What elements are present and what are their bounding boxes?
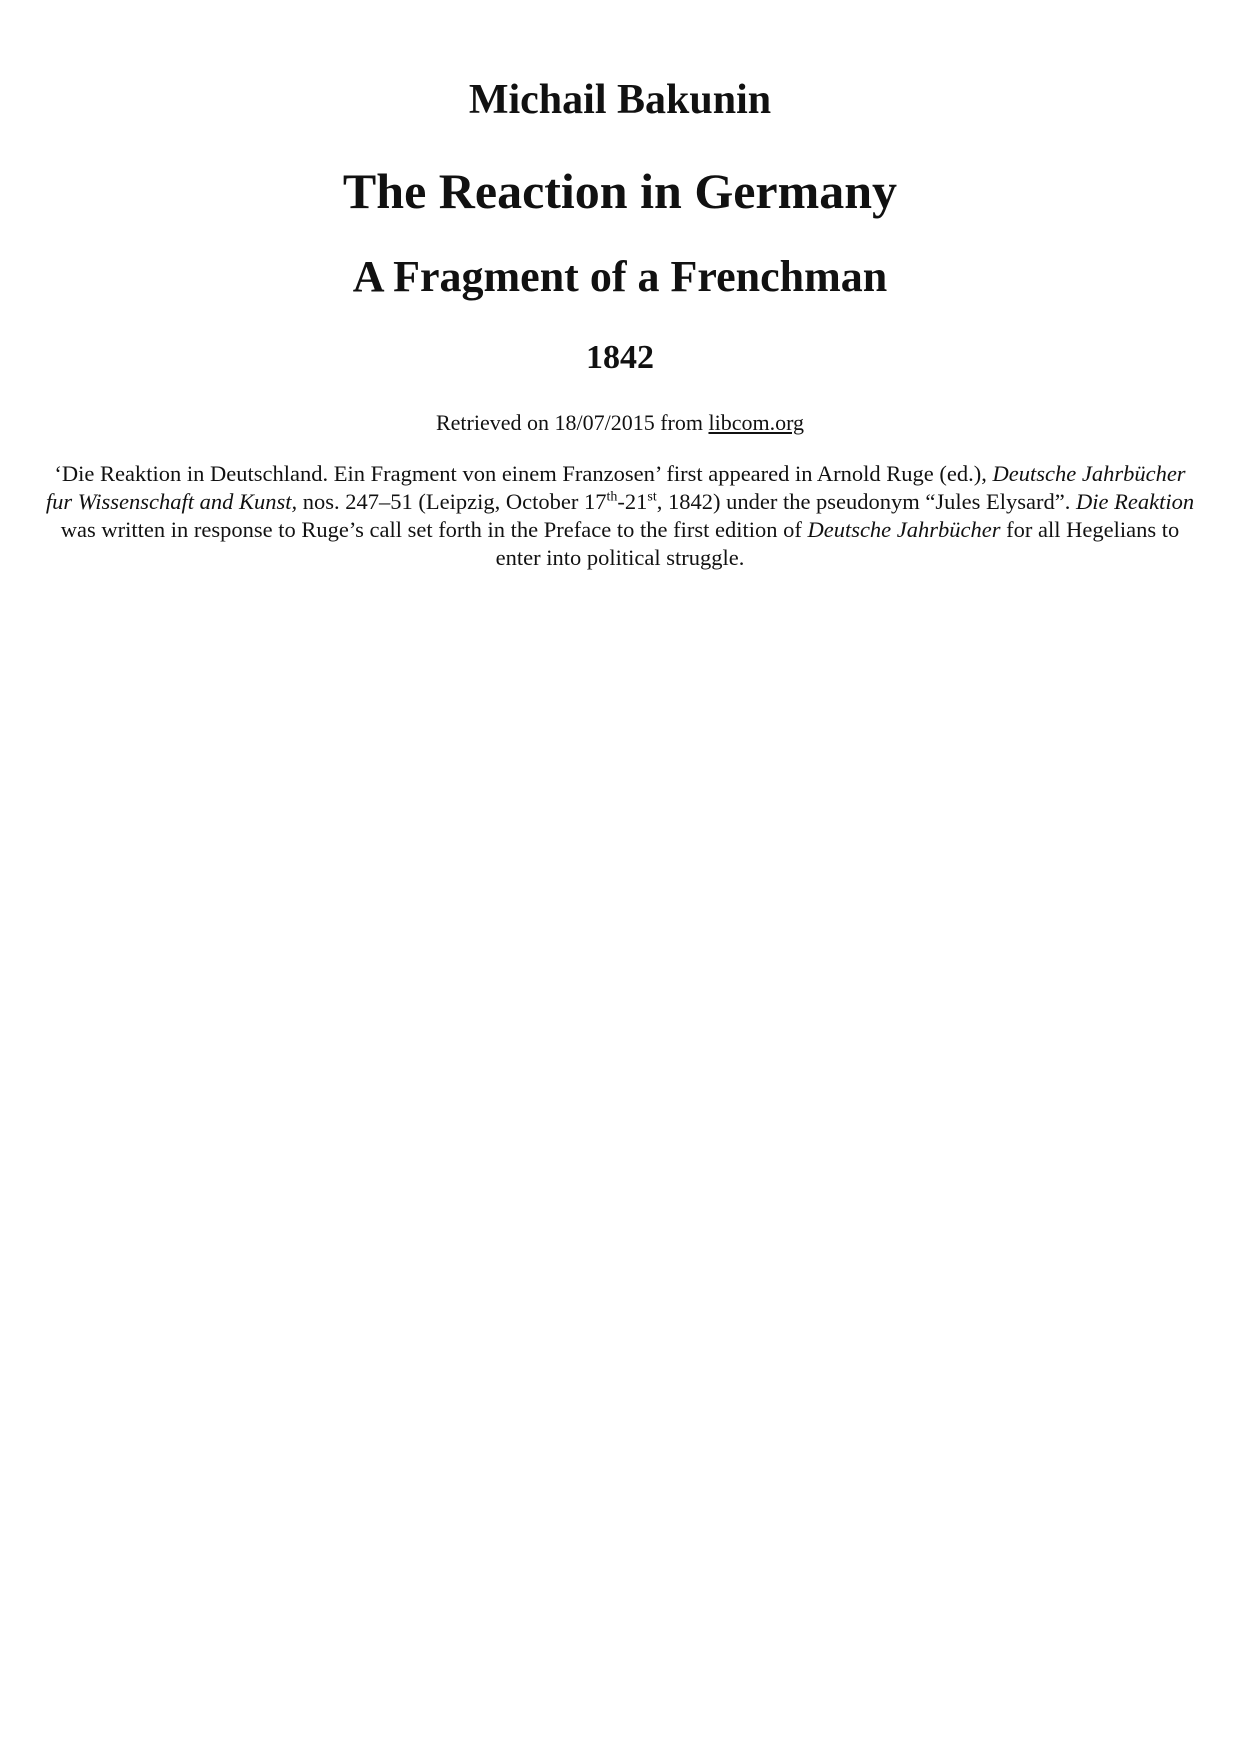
source-notes: [40, 460, 1200, 572]
page-subtitle: A Fragment of a Frenchman: [352, 252, 888, 301]
retrieved-text: Retrieved on 18/07/2015 from: [435, 410, 709, 435]
author-name: Michail Bakunin: [468, 77, 772, 123]
notes-text-6: for all Hegelians to enter into political struggle.: [495, 517, 1180, 570]
source-notes-paragraph: [40, 460, 1200, 572]
notes-superscript-th: th: [606, 489, 618, 505]
notes-text-5: was written in response to Ruge’s call set forth in the Preface to the first edition of: [60, 517, 808, 542]
notes-italic-journal: Deutsche Jahrbücher fur Wissenschaft and Kunst,: [45, 461, 1186, 514]
notes-italic-work: Die Reaktion: [1076, 489, 1195, 514]
notes-text-4: , 1842) under the pseudonym “Jules Elysard”.: [656, 489, 1077, 514]
source-link[interactable]: libcom.org: [708, 410, 805, 435]
notes-italic-journal-short: Deutsche Jahrbücher: [807, 517, 1001, 542]
notes-text-1: ‘Die Reaktion in Deutschland. Ein Fragment von einem Franzosen’ first appeared in Arnold Ruge (ed.),: [54, 461, 993, 486]
notes-superscript-st: st: [647, 489, 657, 505]
publication-year: 1842: [586, 339, 654, 376]
notes-text-2: nos. 247–51 (Leipzig, October 17: [297, 489, 607, 514]
retrieved-line: [0, 408, 1240, 438]
notes-text-3: -21: [617, 489, 648, 514]
page-title: The Reaction in Germany: [342, 163, 898, 219]
